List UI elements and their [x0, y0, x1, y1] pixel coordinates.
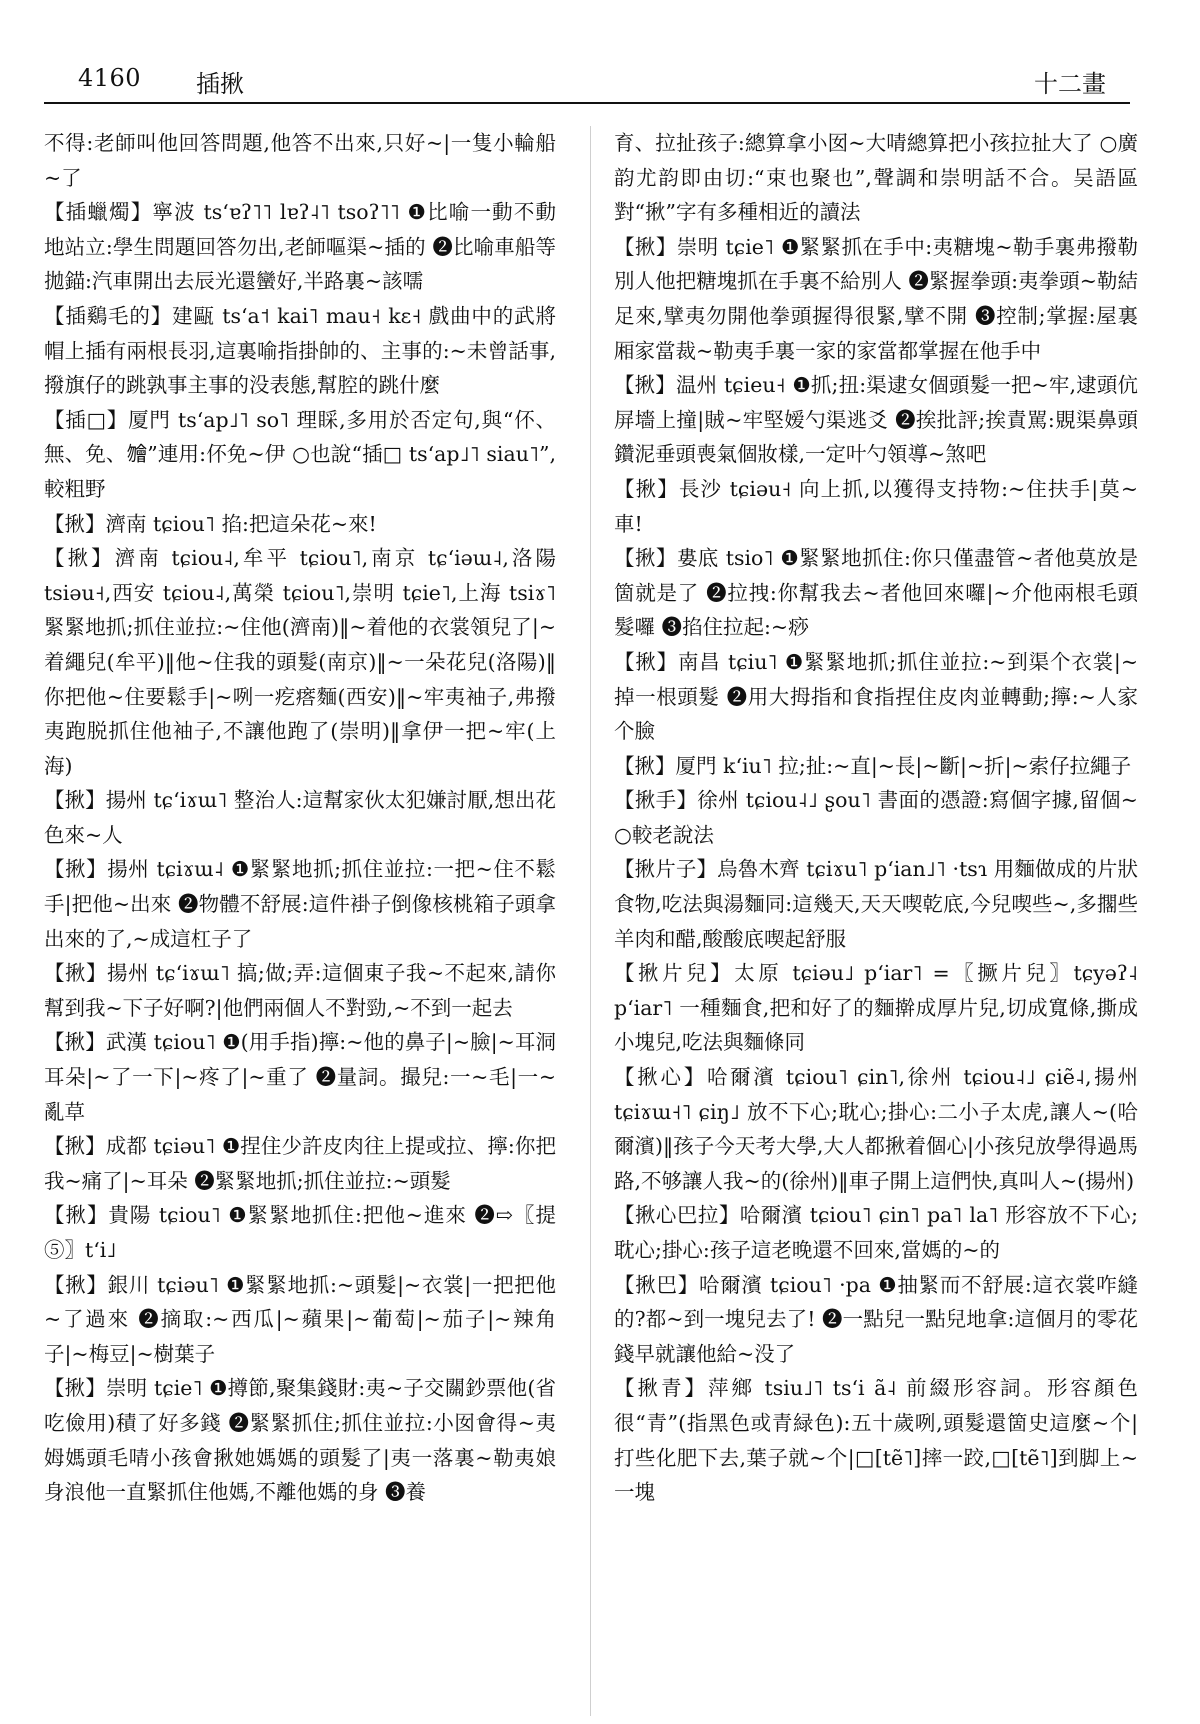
page-number: 4160: [78, 64, 142, 92]
dictionary-entry: 【揪】濟南 tɕiou˨,牟平 tɕiou˥,南京 tɕʻiəɯ˨,洛陽 tsiəu˧,西安 tɕiou˨,萬榮 tɕiou˥,崇明 tɕie˥,上海 tsiɤ˥ 緊緊地抓;抓住並拉:~住他(濟南)‖~着他的衣裳領兒了|~着繩兒(牟平)‖他~住我的頭髮(南京)‖~一朵花兒(洛陽)‖你把他~住要鬆手|~咧一疙瘩麵(西安)‖~牢夷袖子,弗撥夷跑脱抓住他袖子,不讓他跑了(崇明)‖拿伊一把~牢(上海): [44, 546, 556, 778]
column-divider: [590, 126, 591, 1716]
section-title: 十二畫: [1034, 70, 1106, 98]
dictionary-entry: 【揪片子】烏魯木齊 tɕiɤu˥ pʻian˩˥ ·tsɿ 用麵做成的片狀食物,吃法與湯麵同:這幾天,天天喫乾底,今兒喫些~,多擱些羊肉和醋,酸酸底喫起舒服: [614, 857, 1138, 951]
dictionary-entry: 【揪】厦門 kʻiu˥ 拉;扯:~直|~長|~斷|~折|~索仔拉繩子: [614, 753, 1132, 778]
dictionary-entry: 【揪】濟南 tɕiou˥ 掐:把這朵花~來!: [44, 511, 377, 536]
left-column: [44, 126, 556, 1716]
dictionary-entry: 【揪心】哈爾濱 tɕiou˥ ɕin˥,徐州 tɕiou˨˩ ɕiẽ˨,揚州 tɕiɤɯ˧˥ ɕiŋ˩ 放不下心;耽心;掛心:二小子太虎,讓人~(哈爾濱)‖孩子今天考大學,大人都揪着個心|小孩兒放學得過馬路,不够讓人我~的(徐州)‖車子開上這們快,真叫人~(揚州): [614, 1065, 1138, 1193]
page-header: [44, 58, 1130, 104]
dictionary-entry: 【揪】銀川 tɕiəu˥ ❶緊緊地抓:~頭髮|~衣裳|一把把他~了過來 ❷摘取:~西瓜|~蘋果|~葡萄|~茄子|~辣角子|~梅豆|~樹葉子: [44, 1272, 556, 1366]
dictionary-entry: 【揪巴】哈爾濱 tɕiou˥ ·pa ❶抽緊而不舒展:這衣裳咋縫的?都~到一塊兒去了! ❷一點兒一點兒地拿:這個月的零花錢早就讓他給~没了: [614, 1272, 1138, 1366]
entry-continuation: 不得:老師叫他回答問題,他答不出來,只好~|一隻小輪船~了: [44, 131, 556, 190]
dictionary-entry: 【揪】貴陽 tɕiou˥ ❶緊緊地抓住:把他~進來 ❷⇨〖提⑤〗tʻi˩: [44, 1203, 556, 1262]
dictionary-entry: 【揪片兒】太原 tɕiəu˩ pʻiar˥ =〖撅片兒〗tɕyəʔ˨ pʻiar˥ 一種麵食,把和好了的麵擀成厚片兒,切成寬條,撕成小塊兒,吃法與麵條同: [614, 961, 1138, 1055]
dictionary-entry: 【揪】長沙 tɕiəu˧ 向上抓,以獲得支持物:~住扶手|莫~車!: [614, 476, 1138, 536]
dictionary-entry: 【揪】揚州 tɕʻiɤɯ˥ 整治人:這幫家伙太犯嫌討厭,想出花色來~人: [44, 788, 556, 847]
dictionary-entry: 【揪】温州 tɕieu˧ ❶抓;扭:渠逮女個頭髮一把~牢,逮頭伉屏墻上撞|賊~牢堅嫒勺渠逃爻 ❷挨批評;挨責駡:覞渠鼻頭鑽泥垂頭喪氣個妝樣,一定叶勺領導~煞吧: [614, 373, 1138, 467]
entry-continuation: 育、拉扯孩子:總算拿小囡~大啨總算把小孩拉扯大了 ○廣韵尤韵即由切:“束也聚也”,聲調和崇明話不合。吴語區對“揪”字有多種相近的讀法: [614, 131, 1138, 225]
dictionary-entry: 【插鷄毛的】建甌 tsʻa˦ kai˥ mau˧ kɛ˧ 戲曲中的武將帽上插有兩根長羽,這裏喻指掛帥的、主事的:~未曾話事,撥旗仔的跳孰事主事的没表態,幫腔的跳什麼: [44, 303, 556, 398]
running-headword: 插揪: [196, 70, 244, 98]
dictionary-entry: 【揪】崇明 tɕie˥ ❶緊緊抓在手中:夷糖塊~勒手裏弗撥勒別人他把糖塊抓在手裏不給別人 ❷緊握拳頭:夷拳頭~勒結足來,擘夷勿開他拳頭握得很緊,擘不開 ❸控制;掌握:屋裏厢家當裁~勒夷手裏一家的家當都掌握在他手中: [614, 234, 1138, 363]
dictionary-entry: 【插□】厦門 tsʻap˩˥ so˥ 理睬,多用於否定句,與“伓、無、免、𣍐”連用:伓免~伊 ○也說“插□ tsʻap˩˥ siau˥”,較粗野: [44, 407, 556, 501]
dictionary-entry: 【揪】南昌 tɕiu˥ ❶緊緊地抓;抓住並拉:~到渠个衣裳|~掉一根頭髮 ❷用大拇指和食指捏住皮肉並轉動;擰:~人家个臉: [614, 649, 1138, 744]
dictionary-entry: 【揪】成都 tɕiəu˥ ❶捏住少許皮肉往上提或拉、擰:你把我~痛了|~耳朵 ❷緊緊地抓;抓住並拉:~頭髮: [44, 1134, 556, 1193]
dictionary-entry: 【揪】婁底 tsio˥ ❶緊緊地抓住:你只僅盡管~者他莫放是箇就是了 ❷拉拽:你幫我去~者他回來囉|~介他兩根毛頭髮囉 ❸掐住拉起:~痧: [614, 546, 1138, 640]
dictionary-entry: 【揪】揚州 tɕiɤɯ˨ ❶緊緊地抓;抓住並拉:一把~住不鬆手|把他~出來 ❷物體不舒展:這件褂子倒像核桃箱子頭拿出來的了,~成這杠子了: [44, 857, 556, 951]
dictionary-entry: 【揪手】徐州 tɕiou˨˩ ʂou˥ 書面的憑證:寫個字據,留個~ ○較老說法: [614, 788, 1138, 847]
dictionary-entry: 【插蠟燭】寧波 tsʻɐʔ˥˥ lɐʔ˨˥ tsoʔ˥˥ ❶比喻一動不動地站立:學生問題回答勿出,老師嘔渠~插的 ❷比喻車船等拋錨:汽車開出去辰光還蠻好,半路裏~該嚅: [44, 200, 556, 294]
right-column: [614, 126, 1138, 1716]
dictionary-entry: 【揪青】萍鄉 tsiu˩˥ tsʻi ã˨ 前綴形容詞。形容顏色很“青”(指黑色或青緑色):五十歲咧,頭髮還箇史這麼~个|打些化肥下去,葉子就~个|□[tẽ˥]摔一跤,□[tẽ˥]到脚上~一塊: [614, 1376, 1138, 1505]
dictionary-entry: 【揪】武漢 tɕiou˥ ❶(用手指)擰:~他的鼻子|~臉|~耳洞耳朵|~了一下|~疼了|~重了 ❷量詞。撮兒:一~毛|一~亂草: [44, 1030, 556, 1124]
dictionary-entry: 【揪】崇明 tɕie˥ ❶撙節,聚集錢財:夷~子交關鈔票他(省吃儉用)積了好多錢 ❷緊緊抓住;抓住並拉:小囡會得~夷姆媽頭毛啨小孩會揪她媽媽的頭髮了|夷一落裏~勒夷娘身浪他一直緊抓住他媽,不離他媽的身 ❸養: [44, 1376, 556, 1505]
dictionary-entry: 【揪】揚州 tɕʻiɤɯ˥ 搞;做;弄:這個東子我~不起來,請你幫到我~下子好啊?|他們兩個人不對勁,~不到一起去: [44, 961, 556, 1020]
dictionary-entry: 【揪心巴拉】哈爾濱 tɕiou˥ ɕin˥ pa˥ la˥ 形容放不下心;耽心;掛心:孩子這老晚還不回來,當媽的~的: [614, 1203, 1138, 1262]
